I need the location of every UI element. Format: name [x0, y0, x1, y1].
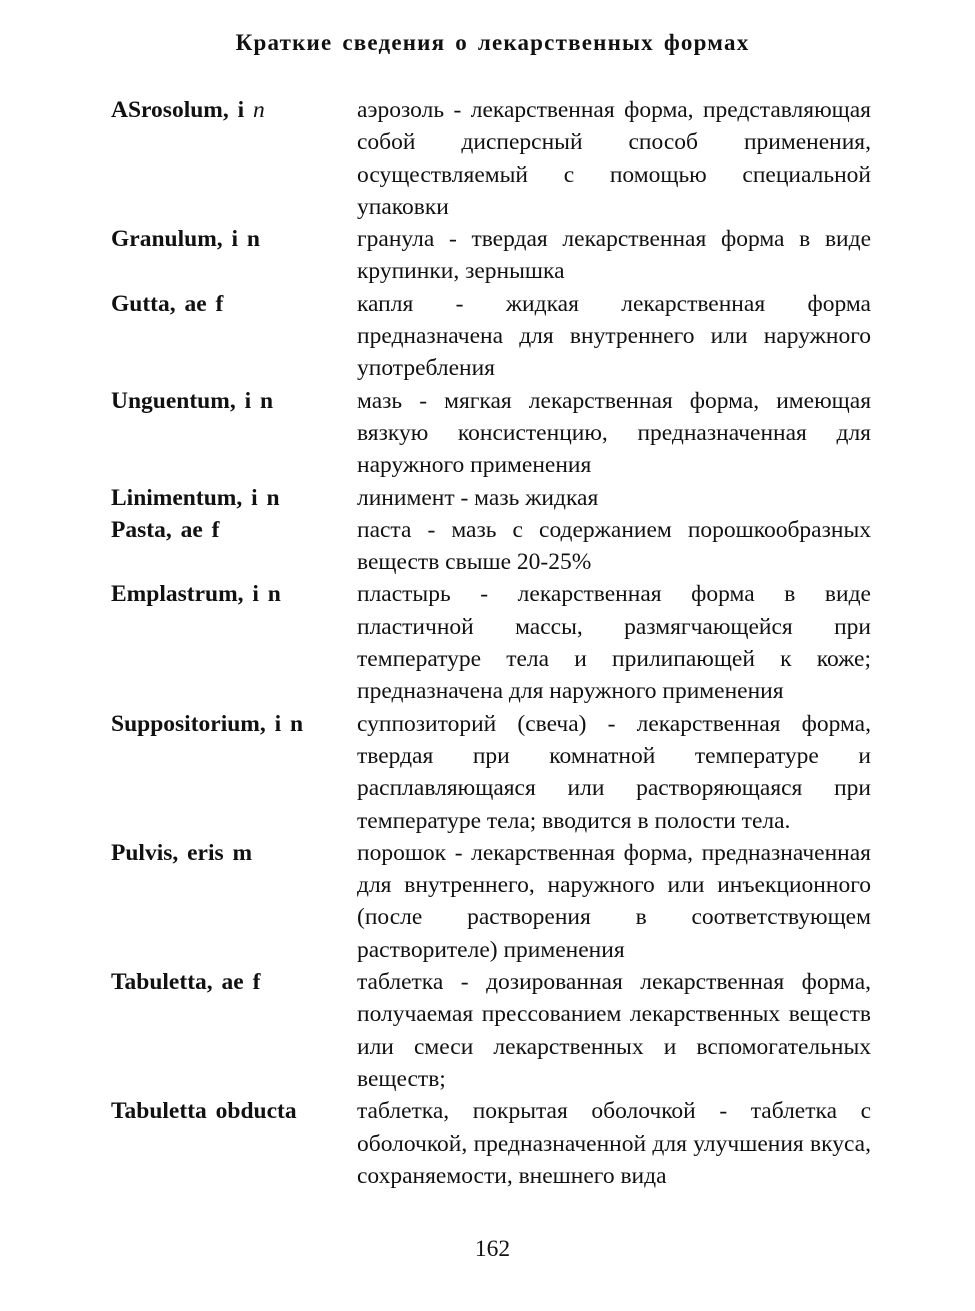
term-definition: порошок - лекарственная форма, предназначенная для внутреннего, наружного или инъекционного (после растворения в соответствующем растворителе) применения — [357, 839, 871, 963]
term-definition: мазь - мягкая лекарственная форма, имеющая вязкую консистенцию, предназначенная для наружного применения — [357, 387, 871, 479]
glossary-entry-tabuletta-obducta — [111, 1095, 871, 1192]
latin-term: Gutta, ae f — [111, 290, 224, 317]
glossary-entry-granulum — [111, 223, 871, 288]
glossary-entry-linimentum — [111, 482, 871, 514]
term-definition: гранула - твердая лекарственная форма в виде крупинки, зернышка — [357, 226, 871, 285]
latin-term: Unguentum, i n — [111, 387, 274, 414]
glossary-entry-tabuletta — [111, 966, 871, 1095]
glossary-entry-gutta — [111, 288, 871, 385]
term-definition: пластырь - лекарственная форма в виде пластичной массы, размягчающейся при температуре тела и прилипающей к коже; предназначена для наружного применения — [357, 581, 871, 705]
latin-term: Suppositorium, i n — [111, 710, 304, 737]
latin-term: Linimentum, i n — [111, 484, 280, 511]
term-definition: суппозиторий (свеча) - лекарственная форма, твердая при комнатной температуре и расплавляющаяся или растворяющаяся при температуре тела; вводится в полости тела. — [357, 710, 871, 834]
term-definition: паста - мазь с содержанием порошкообразных веществ свыше 20-25% — [357, 516, 871, 576]
latin-term: Emplastrum, i n — [111, 581, 281, 608]
term-definition: таблетка, покрытая оболочкой - таблетка с оболочкой, предназначенной для улучшения вкуса, сохраняемости, внешнего вида — [357, 1098, 871, 1189]
term-definition: аэрозоль - лекарственная форма, представляющая собой дисперсный способ применения, осуществляемый с помощью специальной упаковки — [357, 97, 871, 220]
latin-term — [111, 94, 357, 126]
latin-term: Pasta, ae f — [111, 516, 220, 543]
glossary-entry-pulvis — [111, 837, 871, 966]
glossary-entry-emplastrum — [111, 578, 871, 707]
glossary-list — [111, 94, 871, 1192]
latin-term: Pulvis, eris m — [111, 839, 253, 866]
term-definition: капля - жидкая лекарственная форма предназначена для внутреннего или наружного употребления — [357, 290, 871, 382]
latin-term: Granulum, i n — [111, 226, 260, 253]
term-definition: таблетка - дозированная лекарственная форма, получаемая прессованием лекарственных веществ или смеси лекарственных и вспомогательных веществ; — [357, 969, 871, 1092]
term-name: ASrosolum, i — [111, 97, 245, 123]
glossary-entry-aerosolum — [111, 94, 871, 223]
glossary-entry-unguentum — [111, 385, 871, 482]
glossary-entry-pasta — [111, 514, 871, 579]
latin-term: Tabuletta obducta — [111, 1098, 297, 1125]
glossary-entry-suppositorium — [111, 708, 871, 837]
latin-term: Tabuletta, ae f — [111, 969, 261, 996]
page-title: Краткие сведения о лекарственных формах — [235, 30, 750, 55]
term-gender: n — [253, 97, 265, 123]
page-number: 162 — [474, 1236, 511, 1262]
term-definition: линимент - мазь жидкая — [357, 484, 599, 511]
